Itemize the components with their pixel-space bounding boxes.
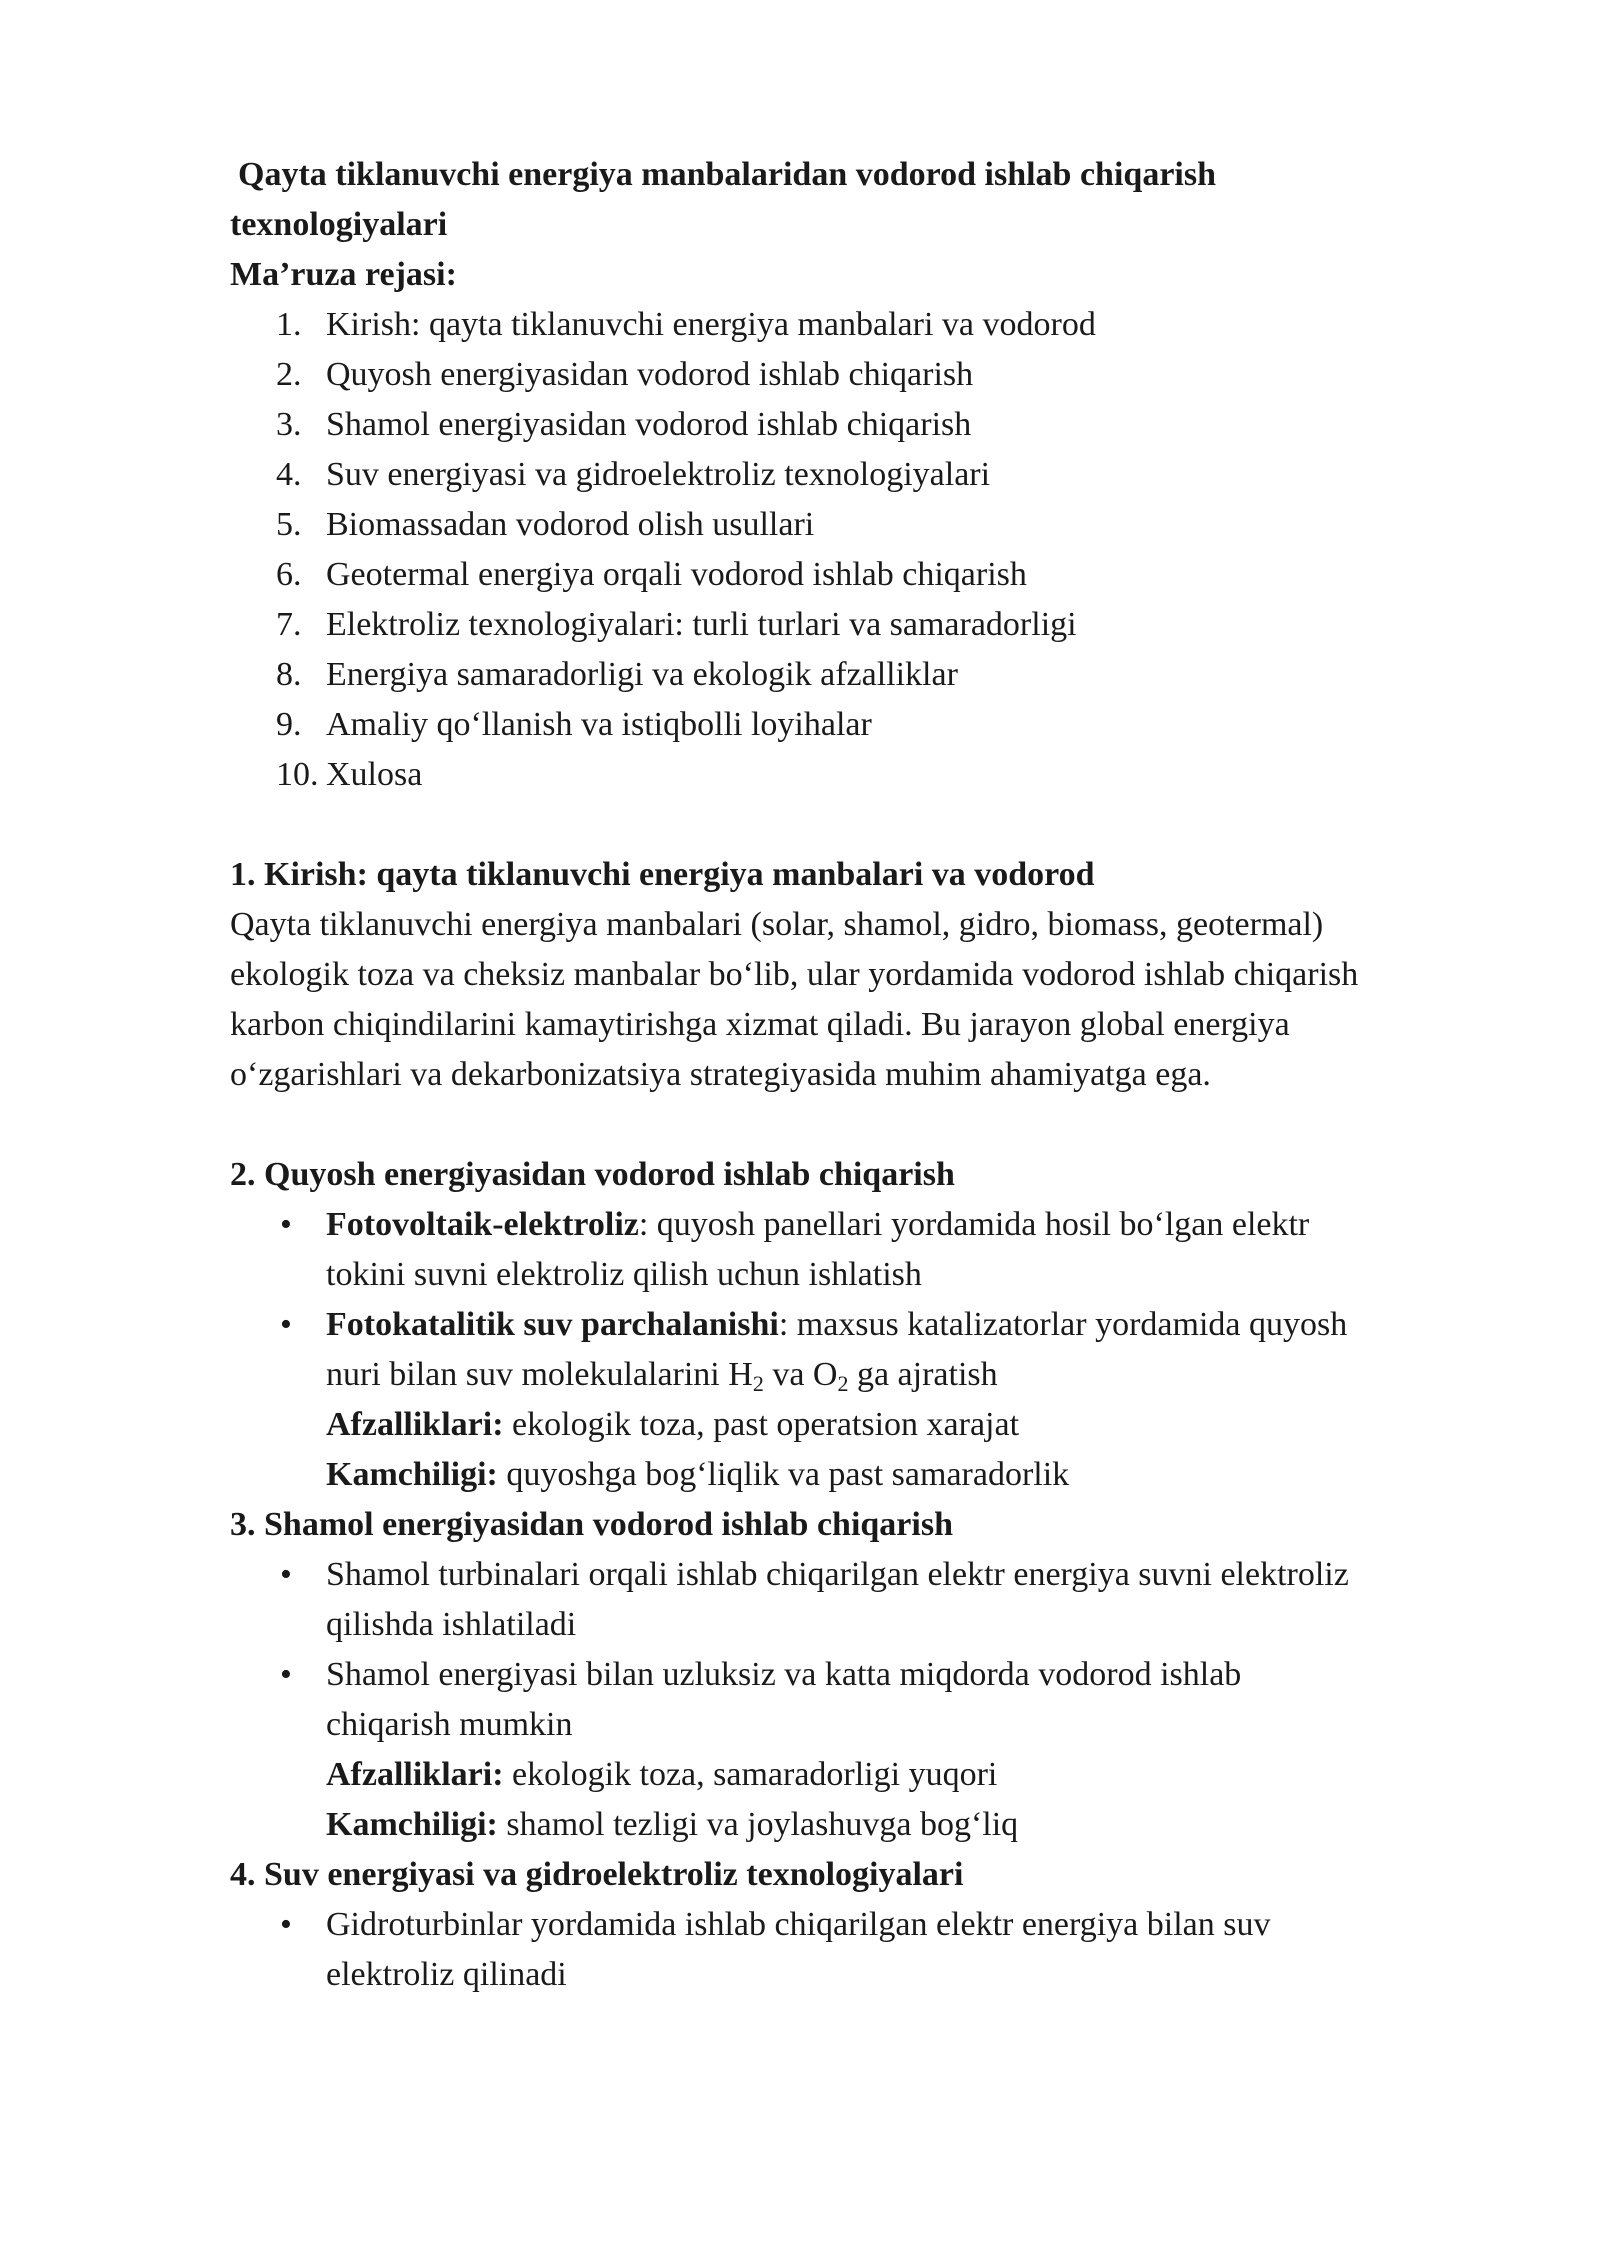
- plan-item: 8. Energiya samaradorligi va ekologik afzalliklar: [276, 656, 958, 693]
- plan-item: 6. Geotermal energiya orqali vodorod ishlab chiqarish: [276, 556, 1027, 593]
- title-line-2: texnologiyalari: [230, 206, 448, 243]
- section-3-disadvantages: Kamchiligi: shamol tezligi va joylashuvga bog‘liq: [326, 1806, 1019, 1843]
- bullet-icon: •: [280, 1306, 292, 1343]
- section-2-disadvantages: Kamchiligi: quyoshga bog‘liqlik va past samaradorlik: [326, 1456, 1070, 1493]
- section-4-bullets: [230, 1900, 1510, 2000]
- section-2-bullets: [230, 1200, 1510, 1400]
- bullet-item: • Shamol energiyasi bilan uzluksiz va katta miqdorda vodorod ishlab chiqarish mumkin: [230, 1650, 1510, 1750]
- plan-list: [230, 300, 1510, 800]
- section-3-advantages: Afzalliklari: ekologik toza, samaradorligi yuqori: [326, 1756, 998, 1793]
- plan-item: 4. Suv energiyasi va gidroelektroliz texnologiyalari: [276, 456, 991, 493]
- bullet-icon: •: [280, 1556, 292, 1593]
- plan-item: 9. Amaliy qo‘llanish va istiqbolli loyihalar: [276, 706, 872, 743]
- bullet-item: • Shamol turbinalari orqali ishlab chiqarilgan elektr energiya suvni elektroliz qilishda ishlatiladi: [230, 1550, 1510, 1650]
- bullet-icon: •: [280, 1206, 292, 1243]
- title-line-1: Qayta tiklanuvchi energiya manbalaridan vodorod ishlab chiqarish: [238, 156, 1216, 193]
- section-2-advantages: Afzalliklari: ekologik toza, past operatsion xarajat: [326, 1406, 1020, 1443]
- plan-item: 10. Xulosa: [276, 756, 423, 793]
- spacer: [230, 800, 1510, 850]
- plan-heading: Ma’ruza rejasi:: [230, 256, 457, 293]
- document-page: [230, 150, 1510, 2000]
- plan-item: 1. Kirish: qayta tiklanuvchi energiya manbalari va vodorod: [276, 306, 1096, 343]
- paragraph-line: karbon chiqindilarini kamaytirishga xizmat qiladi. Bu jarayon global energiya: [230, 1006, 1290, 1043]
- section-3-heading: 3. Shamol energiyasidan vodorod ishlab chiqarish: [230, 1506, 953, 1543]
- plan-item: 7. Elektroliz texnologiyalari: turli turlari va samaradorligi: [276, 606, 1077, 643]
- section-2-heading: 2. Quyosh energiyasidan vodorod ishlab chiqarish: [230, 1156, 955, 1193]
- plan-item: 2. Quyosh energiyasidan vodorod ishlab chiqarish: [276, 356, 974, 393]
- paragraph-line: o‘zgarishlari va dekarbonizatsiya strategiyasida muhim ahamiyatga ega.: [230, 1056, 1211, 1093]
- plan-item: 3. Shamol energiyasidan vodorod ishlab chiqarish: [276, 406, 972, 443]
- section-3-bullets: [230, 1550, 1510, 1750]
- bullet-item: • Gidroturbinlar yordamida ishlab chiqarilgan elektr energiya bilan suv elektroliz qilinadi: [230, 1900, 1510, 2000]
- section-1-paragraph: [230, 900, 1510, 1100]
- section-1-heading: 1. Kirish: qayta tiklanuvchi energiya manbalari va vodorod: [230, 856, 1095, 893]
- paragraph-line: ekologik toza va cheksiz manbalar bo‘lib, ular yordamida vodorod ishlab chiqarish: [230, 956, 1359, 993]
- paragraph-line: Qayta tiklanuvchi energiya manbalari (solar, shamol, gidro, biomass, geotermal): [230, 906, 1324, 943]
- document-title: [230, 150, 1510, 250]
- bullet-item: • Fotovoltaik-elektroliz: quyosh panellari yordamida hosil bo‘lgan elektr tokini suvni elektroliz qilish uchun ishlatish: [230, 1200, 1510, 1300]
- spacer: [230, 1100, 1510, 1150]
- section-4-heading: 4. Suv energiyasi va gidroelektroliz texnologiyalari: [230, 1856, 964, 1893]
- bullet-item: • Fotokatalitik suv parchalanishi: maxsus katalizatorlar yordamida quyosh nuri bilan suv molekulalarini $H_2$ va $O_2$ ga ajratish: [230, 1300, 1510, 1400]
- bullet-icon: •: [280, 1656, 292, 1693]
- plan-item: 5. Biomassadan vodorod olish usullari: [276, 506, 815, 543]
- bullet-icon: •: [280, 1906, 292, 1943]
